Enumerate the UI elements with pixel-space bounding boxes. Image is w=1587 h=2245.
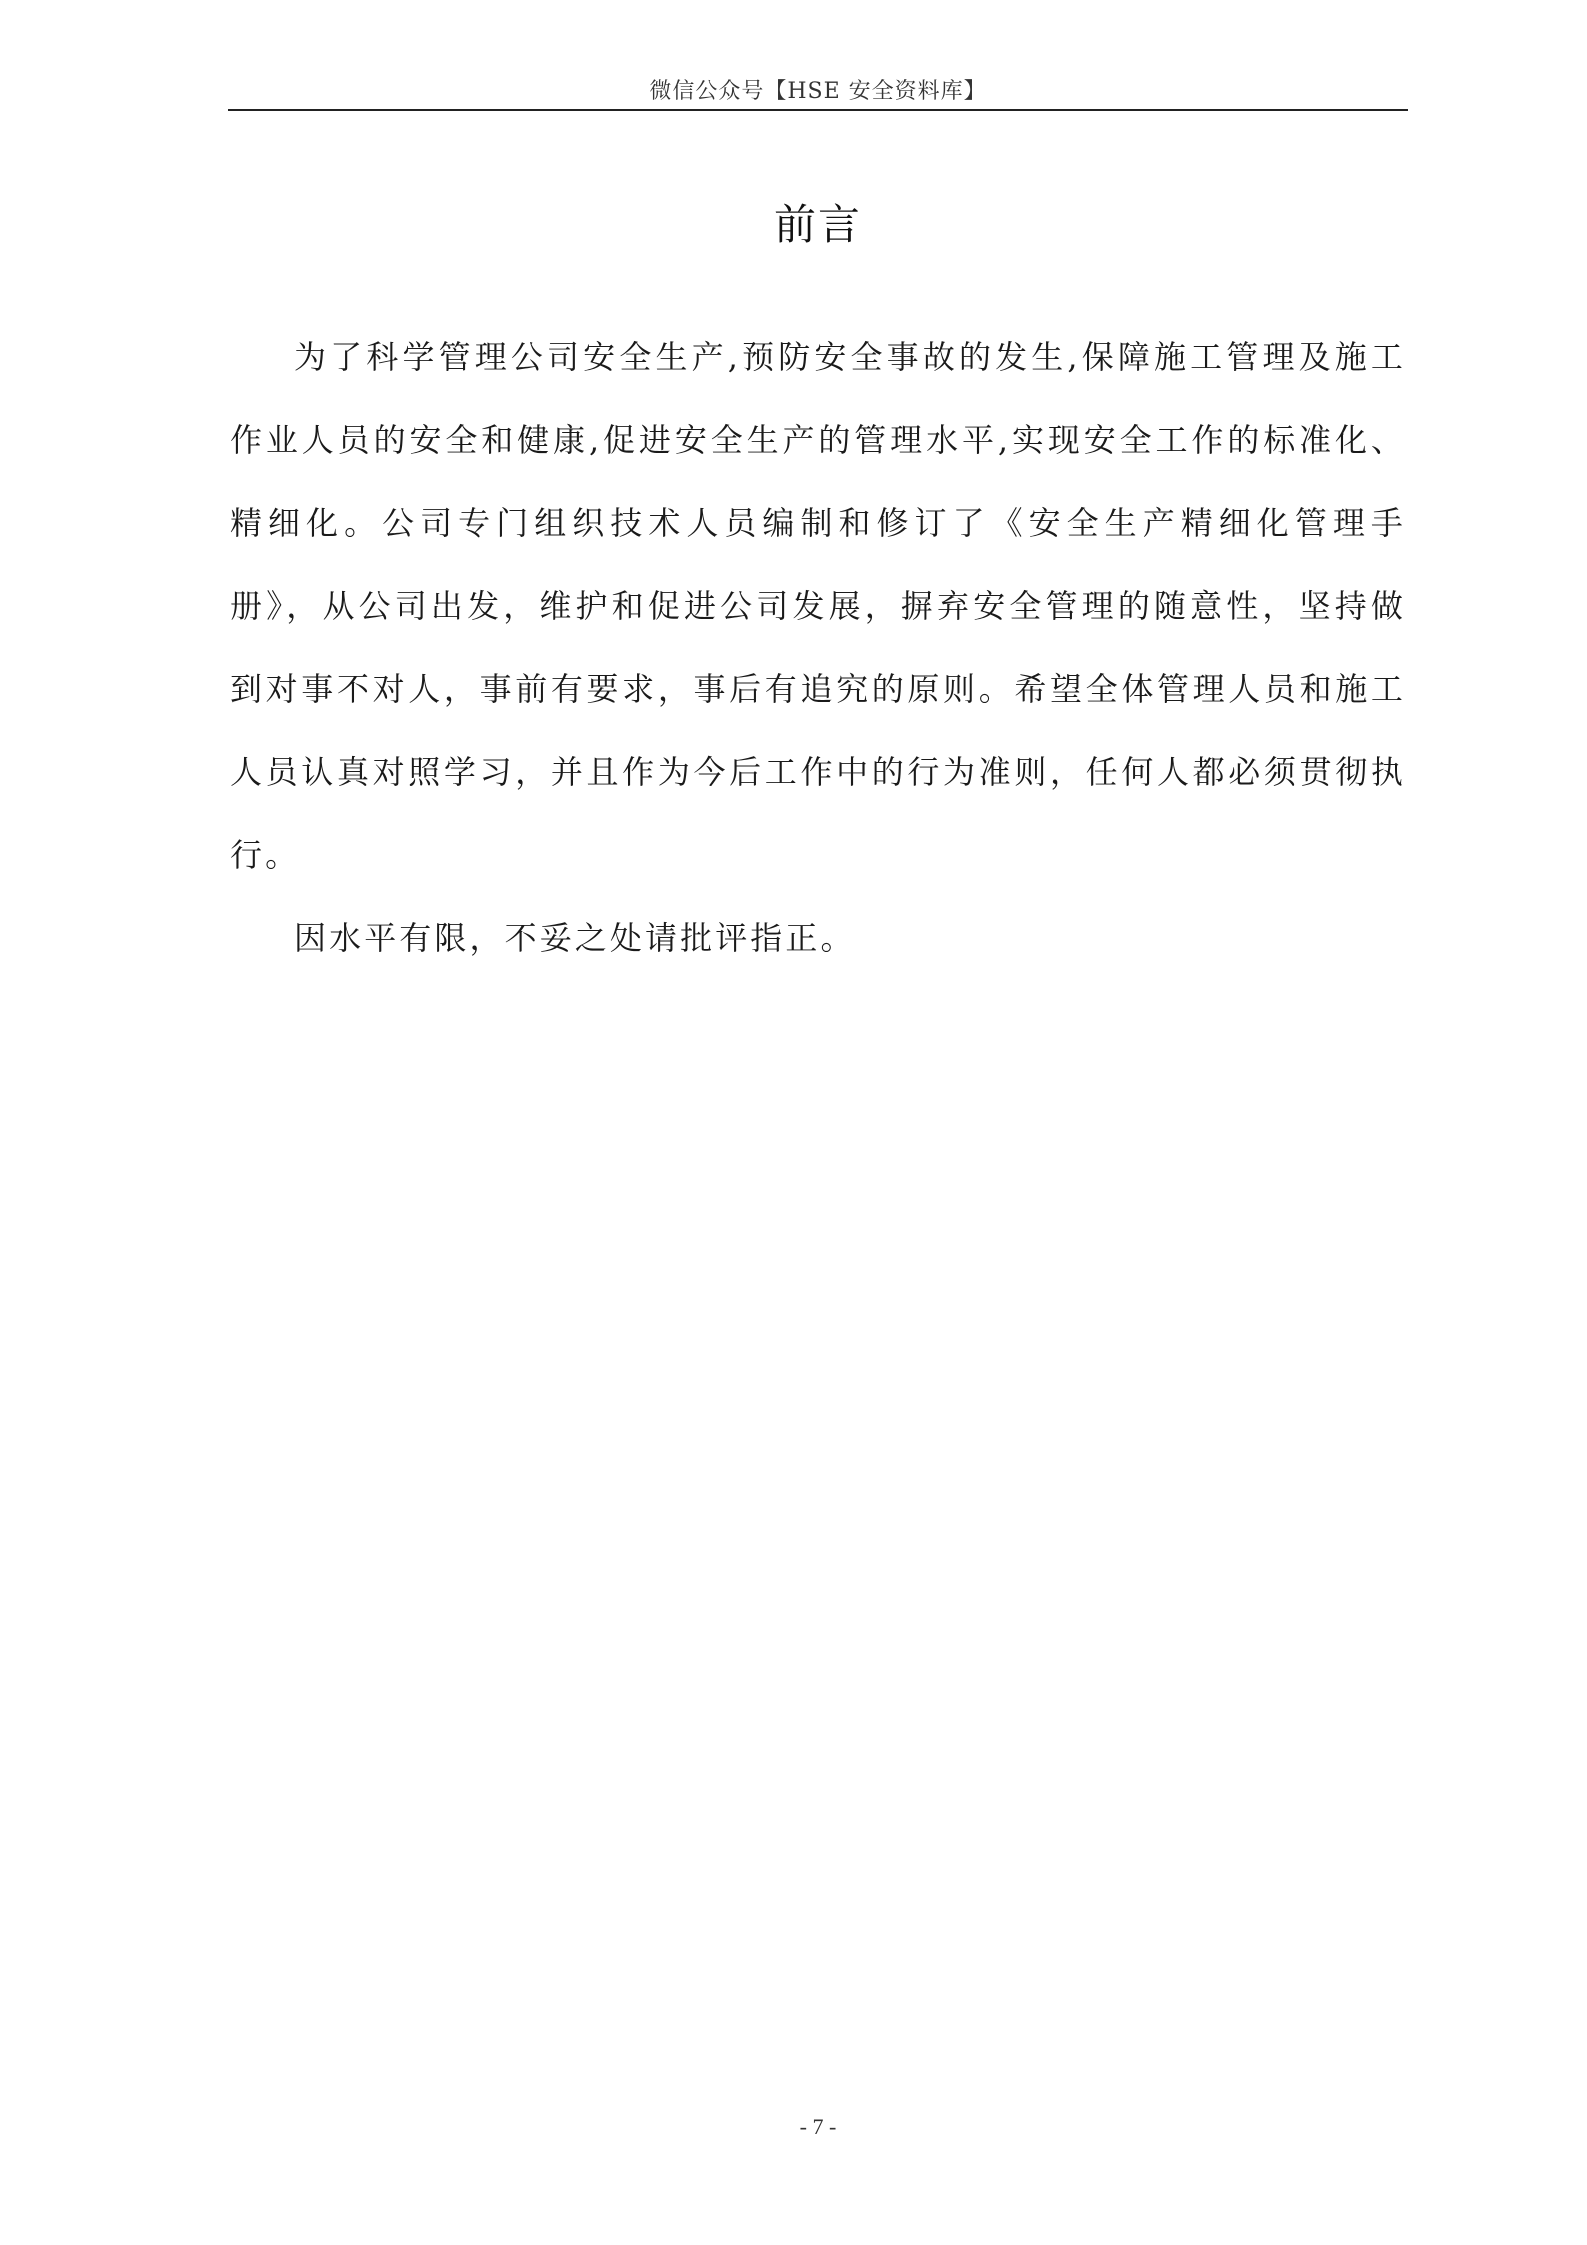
document-body <box>230 316 1406 980</box>
paragraph-closing: 因水平有限，不妥之处请批评指正。 <box>294 919 856 957</box>
page-title: 前言 <box>773 200 862 249</box>
header-divider <box>228 109 1408 111</box>
page-number: - 7 - <box>799 2114 837 2139</box>
page-header: 微信公众号【HSE 安全资料库】 <box>649 79 987 104</box>
paragraph-intro: 为了科学管理公司安全生产,预防安全事故的发生,保障施工管理及施工作业人员的安全和健康,促进安全生产的管理水平,实现安全工作的标准化、精细化。公司专门组织技术人员编制和修订了《安全生产精细化管理手册》，从公司出发，维护和促进公司发展，摒弃安全管理的随意性，坚持做到对事不对人，事前有要求，事后有追究的原则。希望全体管理人员和施工人员认真对照学习，并且作为今后工作中的行为准则，任何人都必须贯彻执行。 <box>230 338 1406 874</box>
